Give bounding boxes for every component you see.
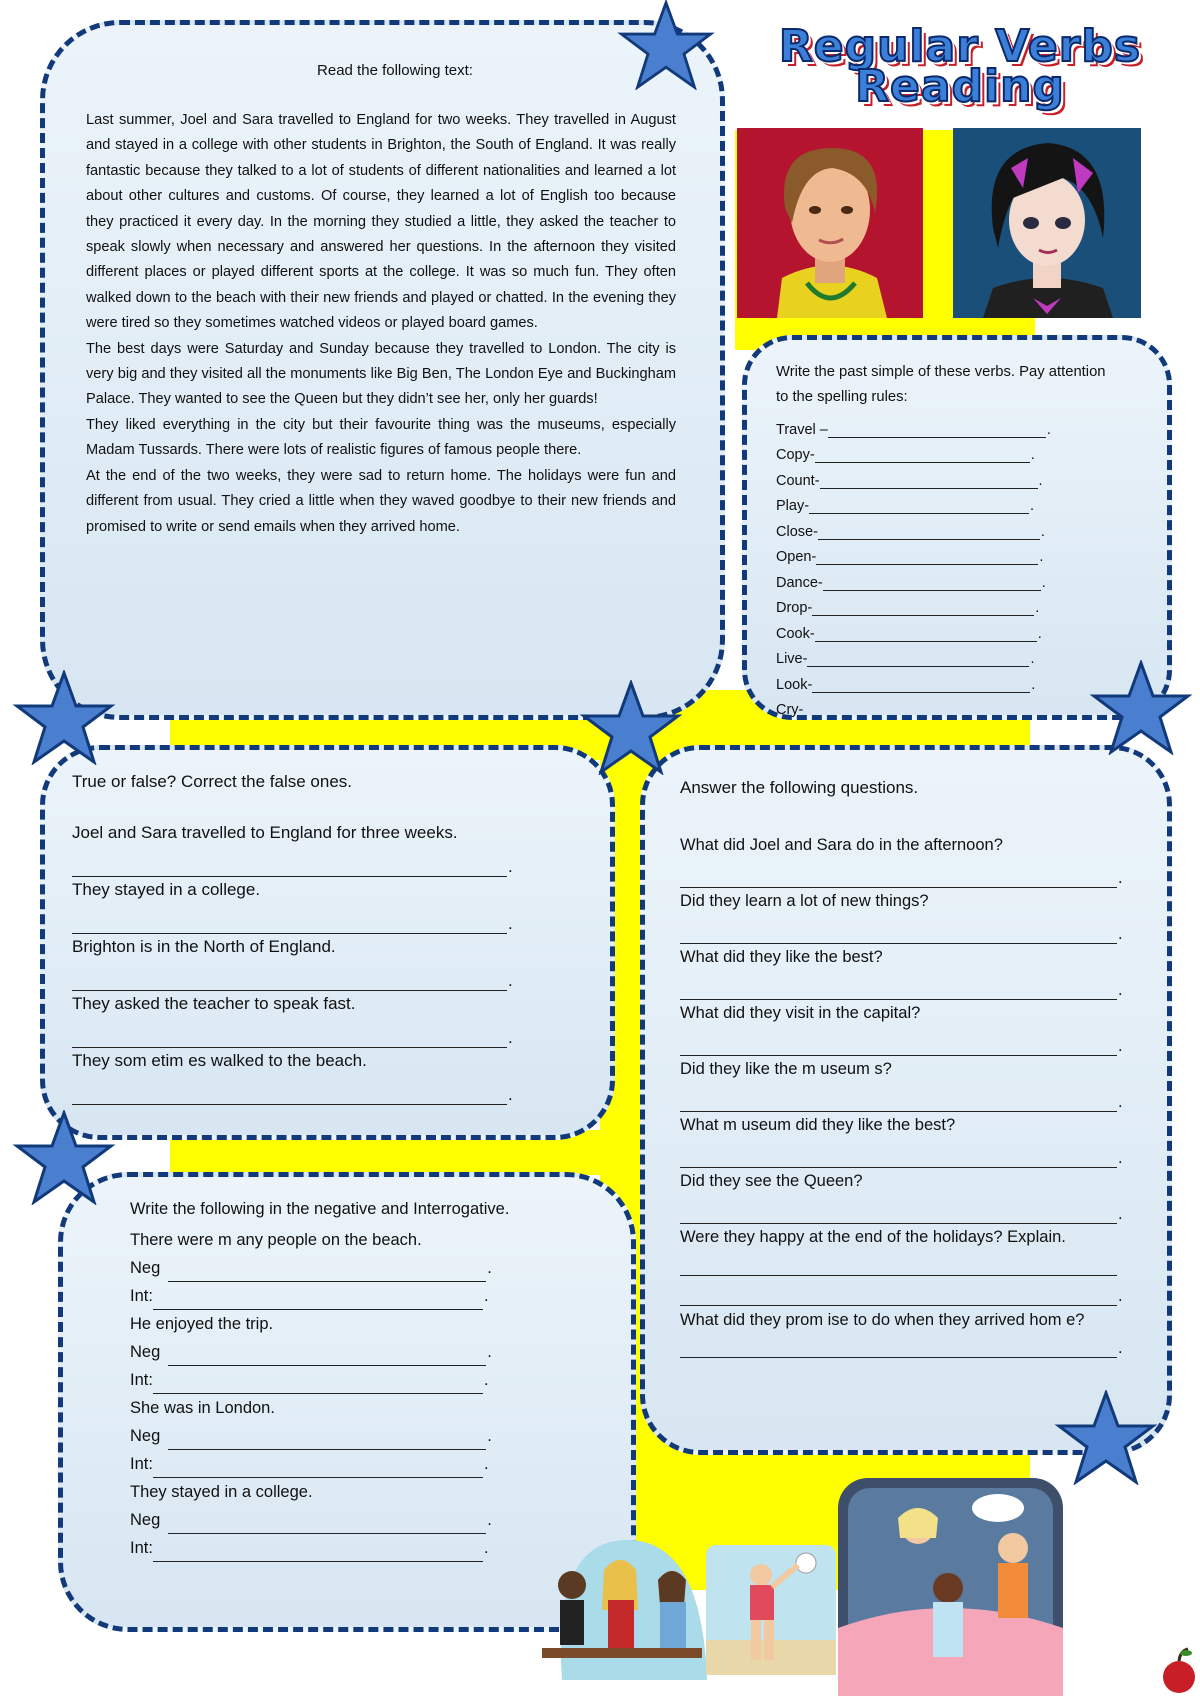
- question: Did they learn a lot of new things?: [680, 892, 929, 910]
- neg-label: Neg: [130, 1343, 161, 1361]
- answer-row: .: [680, 970, 1130, 1000]
- verb-label: Open-: [776, 549, 817, 565]
- reading-heading: Read the following text:: [317, 62, 473, 79]
- question: Did they see the Queen?: [680, 1172, 863, 1190]
- answer-blank[interactable]: [153, 1377, 483, 1394]
- question: Were they happy at the end of the holidays? Explain.: [680, 1228, 1066, 1246]
- int-label: Int:: [130, 1455, 153, 1473]
- answer-row: .: [680, 1082, 1130, 1112]
- int-label: Int:: [130, 1287, 153, 1305]
- int-row: Int: .: [130, 1450, 600, 1478]
- verb-label: Travel –: [776, 421, 828, 438]
- question: What did Joel and Sara do in the afternoon?: [680, 836, 1003, 854]
- sentence: She was in London.: [130, 1399, 275, 1417]
- questions-list: [680, 832, 1130, 1358]
- question: What did they visit in the capital?: [680, 1004, 921, 1022]
- verb-row: Close- .: [776, 523, 1045, 540]
- neg-row: Neg .: [130, 1338, 600, 1366]
- statement: They asked the teacher to speak fast.: [72, 994, 356, 1013]
- star-icon: [1050, 1390, 1162, 1485]
- answer-blank[interactable]: [680, 927, 1117, 944]
- answer-blank[interactable]: [815, 446, 1030, 463]
- answer-blank[interactable]: [72, 1031, 507, 1048]
- verb-row: Live- .: [776, 651, 1035, 667]
- neg-row: Neg .: [130, 1506, 600, 1534]
- answer-blank[interactable]: [680, 983, 1117, 1000]
- past-simple-list: [776, 412, 1051, 718]
- answer-blank[interactable]: [828, 421, 1046, 438]
- answer-blank[interactable]: [680, 1341, 1117, 1358]
- neg-row: Neg .: [130, 1422, 600, 1450]
- answer-row: .: [72, 846, 522, 877]
- statement: They stayed in a college.: [72, 880, 261, 899]
- answer-row: .: [680, 914, 1130, 944]
- answer-row: .: [680, 1276, 1130, 1306]
- verb-label: Look-: [776, 676, 813, 693]
- answer-blank[interactable]: [680, 871, 1117, 888]
- answer-blank[interactable]: [812, 676, 1030, 693]
- negative-list: [130, 1226, 600, 1562]
- verb-row: [776, 693, 1051, 719]
- answer-blank[interactable]: [72, 1088, 507, 1105]
- answer-blank[interactable]: [168, 1265, 486, 1282]
- reading-paragraph: At the end of the two weeks, they were sad to return home. The holidays were fun and different from usual. They cried a little when they waved goodbye to their new friends and promised to write or send emails when they arrived home.: [86, 467, 676, 535]
- statement: Brighton is in the North of England.: [72, 937, 336, 956]
- neg-row: Neg .: [130, 1254, 600, 1282]
- verb-label: Play-: [776, 498, 810, 514]
- answer-blank[interactable]: [816, 548, 1038, 565]
- sentence: He enjoyed the trip.: [130, 1315, 274, 1333]
- answer-blank[interactable]: [72, 917, 507, 934]
- verb-label: Drop-: [776, 600, 813, 616]
- verb-row: Drop- .: [776, 600, 1040, 616]
- answer-blank[interactable]: [72, 974, 507, 991]
- verb-row: Count- .: [776, 472, 1043, 489]
- verb-row: Cook- .: [776, 625, 1042, 642]
- answer-blank[interactable]: [809, 497, 1029, 514]
- negative-instruction: Write the following in the negative and Interrogative.: [130, 1200, 510, 1218]
- reading-text: [86, 108, 676, 540]
- verb-label: Cook-: [776, 625, 815, 642]
- answer-blank[interactable]: [823, 574, 1041, 591]
- answer-blank[interactable]: [72, 860, 507, 877]
- reading-paragraph: They liked everything in the city but their favourite thing was the museums, especially Madam Tussards. There were lots of realistic figures of famous people there.: [86, 416, 676, 459]
- sentence: They stayed in a college.: [130, 1483, 313, 1501]
- verb-label: Copy-: [776, 447, 815, 463]
- answer-blank[interactable]: [153, 1545, 483, 1562]
- answer-row: [680, 1250, 1130, 1276]
- true-false-instruction: True or false? Correct the false ones.: [72, 772, 353, 791]
- int-row: Int: .: [130, 1282, 600, 1310]
- star-icon: [8, 670, 120, 765]
- title-line-2: Reading: [855, 61, 1065, 112]
- past-simple-instruction: Write the past simple of these verbs. Pay attention to the spelling rules:: [776, 364, 1106, 405]
- star-icon: [1085, 660, 1197, 755]
- answer-blank[interactable]: [153, 1461, 483, 1478]
- answer-blank[interactable]: [818, 523, 1040, 540]
- answer-row: .: [72, 1074, 522, 1105]
- reading-paragraph: The best days were Saturday and Sunday because they travelled to London. The city is very big and they visited all the monuments like Big Ben, The London Eye and Buckingham Palace. They wanted to see the Queen but they didn’t see her, only her guards!: [86, 340, 676, 408]
- friends-cafe-illustration: [532, 1530, 712, 1680]
- question: What m useum did they like the best?: [680, 1116, 956, 1134]
- verb-label: Close-: [776, 523, 818, 540]
- questions-instruction: Answer the following questions.: [680, 778, 919, 797]
- int-row: Int: .: [130, 1534, 600, 1562]
- statement: They som etim es walked to the beach.: [72, 1051, 367, 1070]
- int-label: Int:: [130, 1539, 153, 1557]
- answer-row: .: [72, 960, 522, 991]
- answer-row: .: [72, 1017, 522, 1048]
- verb-label: Live-: [776, 651, 808, 667]
- apple-logo-icon: [1160, 1645, 1198, 1695]
- answer-row: .: [72, 903, 522, 934]
- statement: Joel and Sara travelled to England for three weeks.: [72, 823, 458, 842]
- title-line-1: Regular Verbs: [778, 21, 1142, 72]
- volleyball-illustration: [706, 1545, 836, 1675]
- question: Did they like the m useum s?: [680, 1060, 892, 1078]
- answer-blank[interactable]: [807, 650, 1029, 667]
- answer-blank[interactable]: [812, 599, 1034, 616]
- verb-row: Copy- .: [776, 447, 1035, 463]
- verb-row: Open- .: [776, 549, 1044, 565]
- verb-row: Travel – .: [776, 421, 1051, 438]
- verb-label: Cry-: [776, 702, 804, 718]
- answer-blank[interactable]: [153, 1293, 483, 1310]
- verb-row: Play- .: [776, 498, 1035, 514]
- verb-label: Dance-: [776, 574, 823, 591]
- verb-row: Look- .: [776, 676, 1036, 693]
- answer-row: .: [680, 858, 1130, 888]
- sentence: There were m any people on the beach.: [130, 1231, 422, 1249]
- neg-label: Neg: [130, 1259, 161, 1277]
- star-icon: [610, 0, 722, 90]
- neg-label: Neg: [130, 1427, 161, 1445]
- star-icon: [8, 1110, 120, 1205]
- answer-blank[interactable]: [680, 1039, 1117, 1056]
- answer-row: .: [680, 1138, 1130, 1168]
- true-false-items: [72, 820, 522, 1105]
- answer-blank[interactable]: [820, 472, 1038, 489]
- question: What did they like the best?: [680, 948, 883, 966]
- verb-label: Count-: [776, 472, 820, 489]
- answer-blank[interactable]: [815, 625, 1037, 642]
- int-row: Int: .: [130, 1366, 600, 1394]
- question: What did they prom ise to do when they arrived hom e?: [680, 1311, 1085, 1329]
- answer-blank[interactable]: [680, 1259, 1117, 1276]
- boy-portrait: [737, 128, 923, 318]
- answer-blank[interactable]: [680, 1207, 1117, 1224]
- answer-blank[interactable]: [168, 1517, 486, 1534]
- answer-row: .: [680, 1026, 1130, 1056]
- answer-blank[interactable]: [168, 1433, 486, 1450]
- answer-blank[interactable]: [168, 1349, 486, 1366]
- verb-row: Dance- .: [776, 574, 1046, 591]
- girl-portrait: [953, 128, 1141, 318]
- star-icon: [575, 680, 687, 775]
- answer-row: .: [680, 1194, 1130, 1224]
- answer-row: .: [680, 1334, 1130, 1358]
- reading-paragraph: Last summer, Joel and Sara travelled to England for two weeks. They travelled in August and stayed in a college with other students in Brighton, the South of England. It was really fantastic because they talked to a lot of students of different nationalities and learned a lot about other cultures and customs. Of course, they learned a lot of English too because they practiced it every day. In the morning they studied a little, they asked the teacher to speak slowly when necessary and answered her questions. In the afternoon they visited different places or played different sports at the college. It was so much fun. They often walked down to the beach with their new friends and played or chatted. In the evening they were tired so they sometimes watched videos or played board games.: [86, 112, 676, 332]
- answer-blank[interactable]: [680, 1289, 1117, 1306]
- sleepover-illustration: [838, 1478, 1063, 1696]
- neg-label: Neg: [130, 1511, 161, 1529]
- answer-blank[interactable]: [680, 1095, 1117, 1112]
- answer-blank[interactable]: [680, 1151, 1117, 1168]
- int-label: Int:: [130, 1371, 153, 1389]
